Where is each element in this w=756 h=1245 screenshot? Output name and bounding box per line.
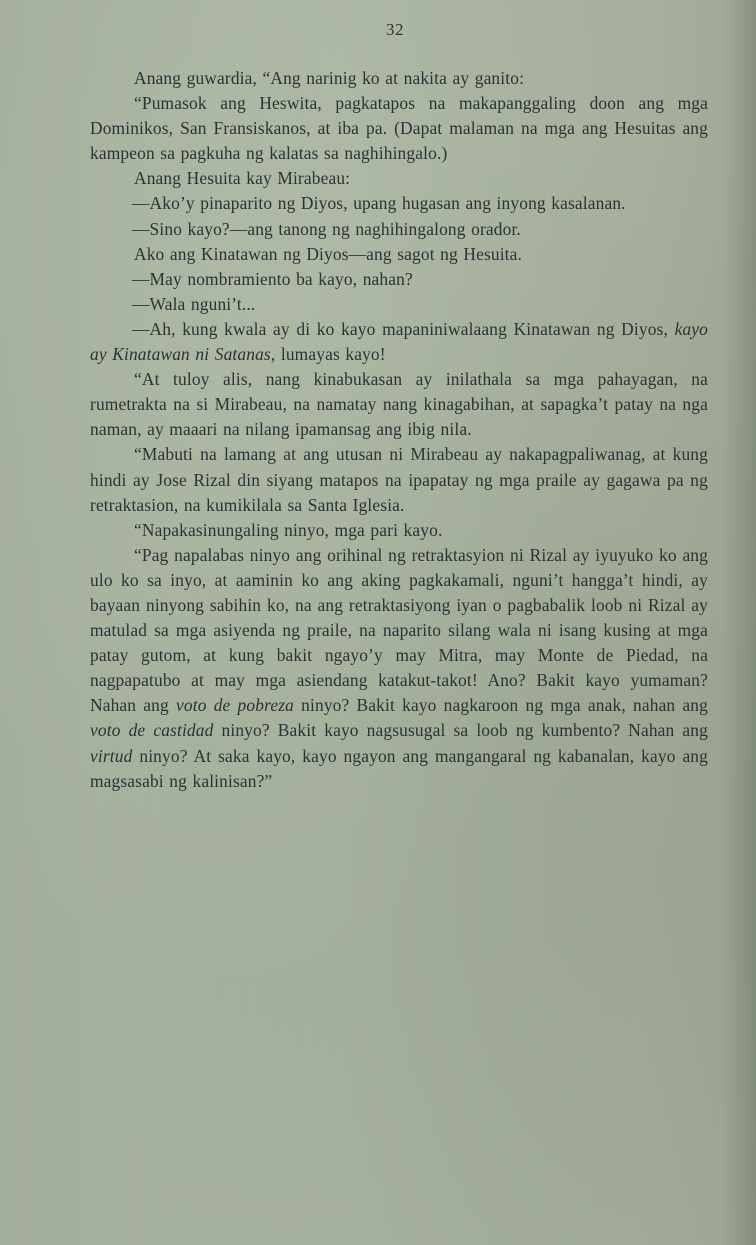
text-run: ninyo? Bakit kayo nagsusugal sa loob ng kumbento? Nahan ang bbox=[213, 720, 708, 741]
page-number: 32 bbox=[386, 20, 404, 39]
paragraph: “Mabuti na lamang at ang utusan ni Mirabeau ay nakapagpaliwanag, at kung hindi ay Jose Rizal din siyang matapos na ipapatay ng mga praile ay gagawa pa ng retraktasion, na kumikilala sa Santa Iglesia. bbox=[90, 444, 708, 515]
italic-text-run: voto de pobreza bbox=[176, 695, 294, 716]
italic-text-run: kayo ay Kinatawan ni Satanas, bbox=[90, 318, 708, 365]
page-body-text bbox=[90, 66, 708, 794]
paragraph bbox=[90, 543, 708, 794]
paragraph: “At tuloy alis, nang kinabukasan ay inilathala sa mga pahayagan, na rumetrakta na si Mirabeau, na namatay nang kinagabihan, at sapagka’t patay na nga naman, ay maaari na nilang ipamansag ang ibig nila. bbox=[90, 369, 708, 440]
dialogue-line: —May nombramiento ba kayo, nahan? bbox=[132, 268, 413, 289]
text-run: ninyo? At saka kayo, kayo ngayon ang mangangaral ng kabanalan, kayo ang magsasabi ng kalinisan?” bbox=[90, 745, 708, 791]
italic-text-run: voto de castidad bbox=[90, 720, 214, 741]
paragraph: Ako ang Kinatawan ng Diyos—ang sagot ng Hesuita. bbox=[134, 243, 523, 264]
dialogue-line: —Ako’y pinaparito ng Diyos, upang hugasan ang inyong kasalanan. bbox=[132, 193, 626, 214]
paragraph: Anang guwardia, “Ang narinig ko at nakita ay ganito: bbox=[134, 68, 525, 88]
dialogue-line: —Sino kayo?—ang tanong ng naghihingalong orador. bbox=[132, 218, 521, 239]
paragraph: “Pumasok ang Heswita, pagkatapos na makapanggaling doon ang mga Dominikos, San Fransiskanos, at iba pa. (Dapat malaman na mga ang Hesuitas ang kampeon sa pagkuha ng kalatas sa naghihingalo.) bbox=[90, 93, 708, 164]
dialogue-line: —Wala nguni’t... bbox=[132, 293, 256, 314]
text-run: —Ah, kung kwala ay di ko kayo mapaniniwalaang Kinatawan ng Diyos, bbox=[132, 318, 675, 339]
dialogue-line bbox=[90, 317, 708, 367]
text-run: ninyo? Bakit kayo nagkaroon ng mga anak, nahan ang bbox=[294, 695, 708, 716]
text-run: “Pag napalabas ninyo ang orihinal ng retraktasyion ni Rizal ay iyuyuko ko ang ulo ko sa inyo, at aaminin ko ang aking pagkakamali, nguni’t hangga’t hindi, ay bayaan ninyong sabihin ko, na ang retraktasiyong iyan o pagbabalik loob ni Rizal ay matulad sa mga asiyenda ng praile, na naparito silang wala ni isang kusing at mga patay gutom, at kung bakit ngayo’y may Mitra, may Monte de Piedad, na nagpapatubo at may mga asiendang katakut-takot! Ano? Bakit kayo yumaman? Nahan ang bbox=[90, 544, 708, 716]
paragraph: “Napakasinungaling ninyo, mga pari kayo. bbox=[134, 519, 443, 540]
page-edge-shadow bbox=[722, 0, 756, 1245]
italic-text-run: virtud bbox=[90, 745, 133, 766]
text-run: lumayas kayo! bbox=[275, 344, 386, 365]
paragraph: Anang Hesuita kay Mirabeau: bbox=[134, 168, 351, 189]
